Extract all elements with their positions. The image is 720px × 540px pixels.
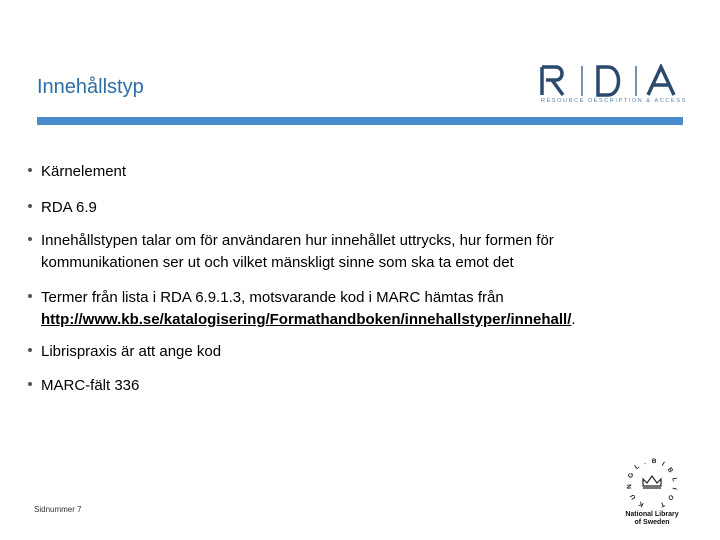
bullet-text-after: . xyxy=(571,311,576,328)
rda-logo-subtitle: RESOURCE DESCRIPTION & ACCESS xyxy=(541,98,687,104)
rda-logo-mark xyxy=(538,64,680,98)
header-divider-bar xyxy=(37,117,683,125)
bullet-text-line1: Termer från lista i RDA 6.9.1.3, motsvarande kod i MARC hämtas från xyxy=(41,289,504,306)
kb-link[interactable]: http://www.kb.se/katalogisering/Formathandboken/innehallstyper/innehall/ xyxy=(41,311,572,328)
crown-seal-icon xyxy=(617,455,687,511)
bullet-dot xyxy=(28,237,32,241)
bullet-dot xyxy=(28,204,32,208)
bullet-dot xyxy=(28,348,32,352)
svg-text:K U N G L . B I B L I O T E K: K U N G L . B I B L I O T xyxy=(625,457,679,509)
library-name-line2: of Sweden xyxy=(634,519,670,526)
bullet-text: RDA 6.9 xyxy=(41,199,97,216)
bullet-text-line1: Innehållstypen talar om för användaren hur innehållet uttrycks, hur formen för xyxy=(41,232,554,249)
library-name xyxy=(617,511,687,527)
bullet-text: Kärnelement xyxy=(41,163,127,180)
national-library-logo xyxy=(617,455,687,527)
bullet-text: MARC-fält 336 xyxy=(41,377,140,394)
bullet-text: Librispraxis är att ange kod xyxy=(41,343,222,360)
bullet-dot xyxy=(28,382,32,386)
bullet-dot xyxy=(28,168,32,172)
slide-title: Innehållstyp xyxy=(37,76,144,98)
bullet-text-line2: kommunikationen ser ut och vilket mänskligt sinne som ska ta emot det xyxy=(41,254,514,271)
bullet-dot xyxy=(28,294,32,298)
page-number: Sidnummer 7 xyxy=(34,505,82,514)
rda-logo xyxy=(538,64,687,106)
library-name-line1: National Library xyxy=(625,511,679,518)
